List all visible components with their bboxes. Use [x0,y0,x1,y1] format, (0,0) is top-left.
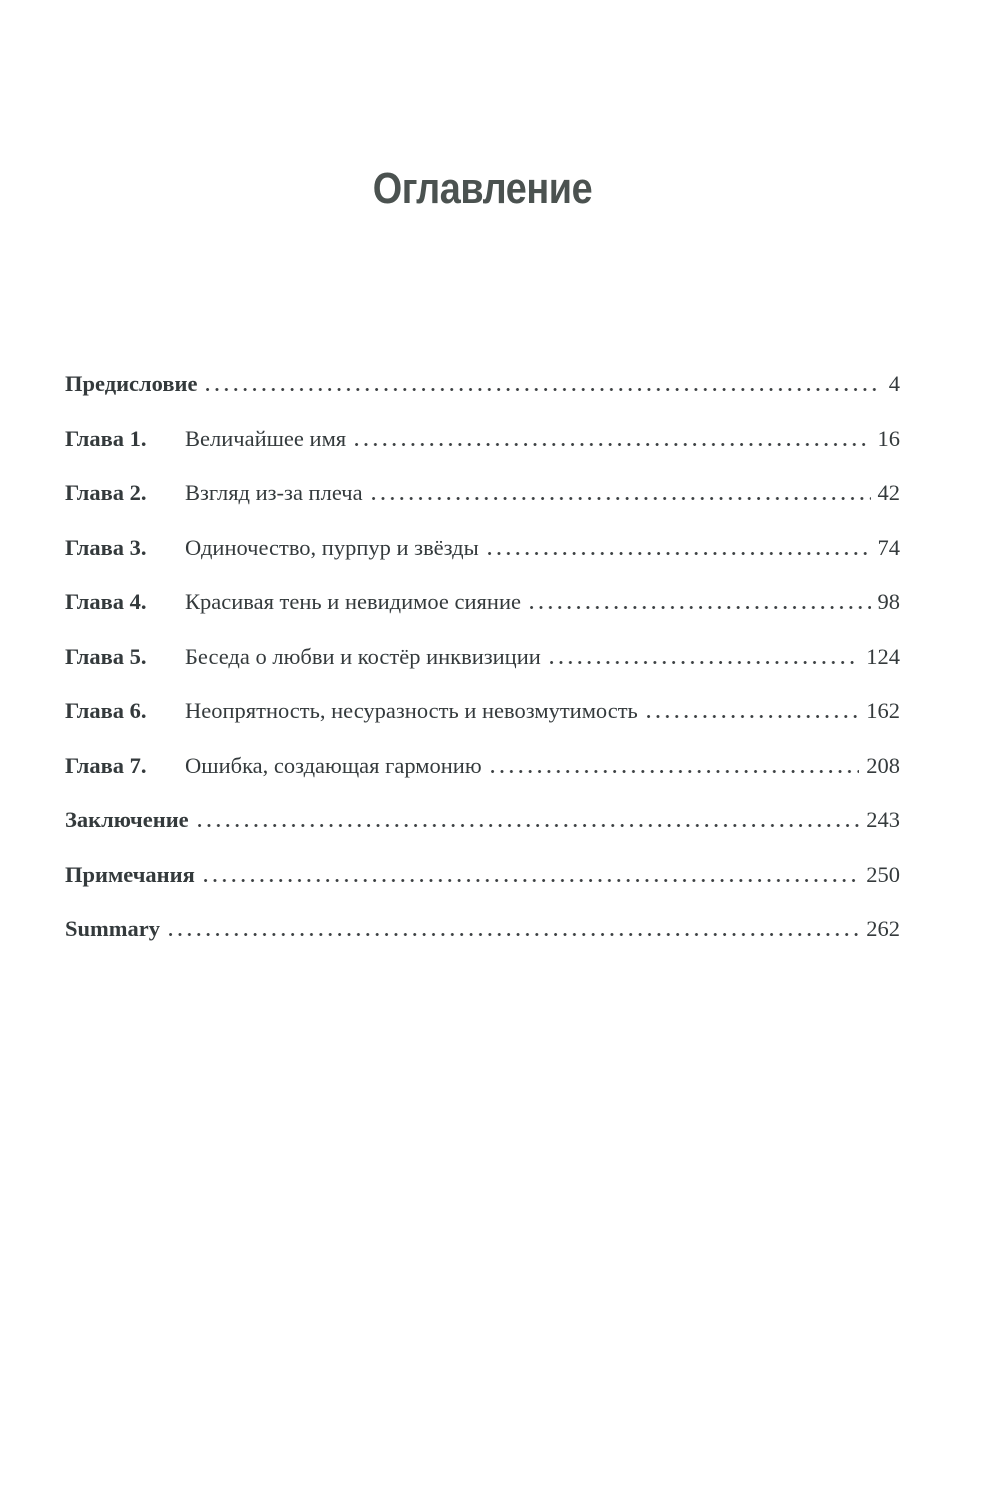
chapter-title: Неопрятность, несуразность и невозмутимость [185,698,638,723]
toc-entry-summary [65,902,900,957]
page-number: 262 [866,916,900,941]
page-number: 208 [866,752,900,778]
page-number: 162 [866,698,900,723]
chapter-number: Глава 7. [65,752,147,778]
chapter-title: Одиночество, пурпур и звёзды [185,534,479,560]
dot-leader [169,933,859,936]
page-number: 16 [877,425,900,451]
page-number: 4 [888,371,900,396]
toc-entry-chapter-3 [65,521,900,576]
dot-leader [355,443,870,446]
page-number: 243 [866,807,900,832]
chapter-number: Глава 5. [65,643,147,669]
toc-entry-chapter-4 [65,575,900,630]
section-label: Заключение [65,807,189,832]
dot-leader [204,879,859,882]
toc-entry-notes [65,848,900,903]
chapter-title: Беседа о любви и костёр инквизиции [185,643,541,669]
section-label: Summary [65,916,160,941]
chapter-title: Ошибка, создающая гармонию [185,752,482,778]
dot-leader [488,552,871,555]
chapter-number: Глава 2. [65,480,147,505]
table-of-contents [65,357,900,957]
dot-leader [530,606,871,609]
dot-leader [206,388,881,391]
dot-leader [491,770,860,773]
chapter-title: Величайшее имя [185,425,347,451]
section-label: Примечания [65,861,195,887]
dot-leader [198,824,860,827]
toc-entry-chapter-2 [65,466,900,521]
toc-entry-chapter-6 [65,684,900,739]
chapter-number: Глава 4. [65,589,147,614]
toc-entry-chapter-1 [65,412,900,467]
chapter-title: Взгляд из-за плеча [185,480,363,505]
toc-entry-chapter-5 [65,630,900,685]
page-number: 98 [877,589,900,614]
toc-entry-preface [65,357,900,412]
chapter-title: Красивая тень и невидимое сияние [185,589,521,614]
page-title: Оглавление [372,164,593,213]
toc-entry-conclusion [65,793,900,848]
section-label: Предисловие [65,371,198,396]
chapter-number: Глава 1. [65,425,147,451]
toc-entry-chapter-7 [65,739,900,794]
chapter-number: Глава 3. [65,534,147,560]
dot-leader [550,661,859,664]
dot-leader [372,497,871,500]
dot-leader [647,715,859,718]
page-number: 42 [877,480,900,505]
page-number: 250 [866,861,900,887]
page-number: 74 [877,534,900,560]
chapter-number: Глава 6. [65,698,147,723]
page-number: 124 [866,643,900,669]
